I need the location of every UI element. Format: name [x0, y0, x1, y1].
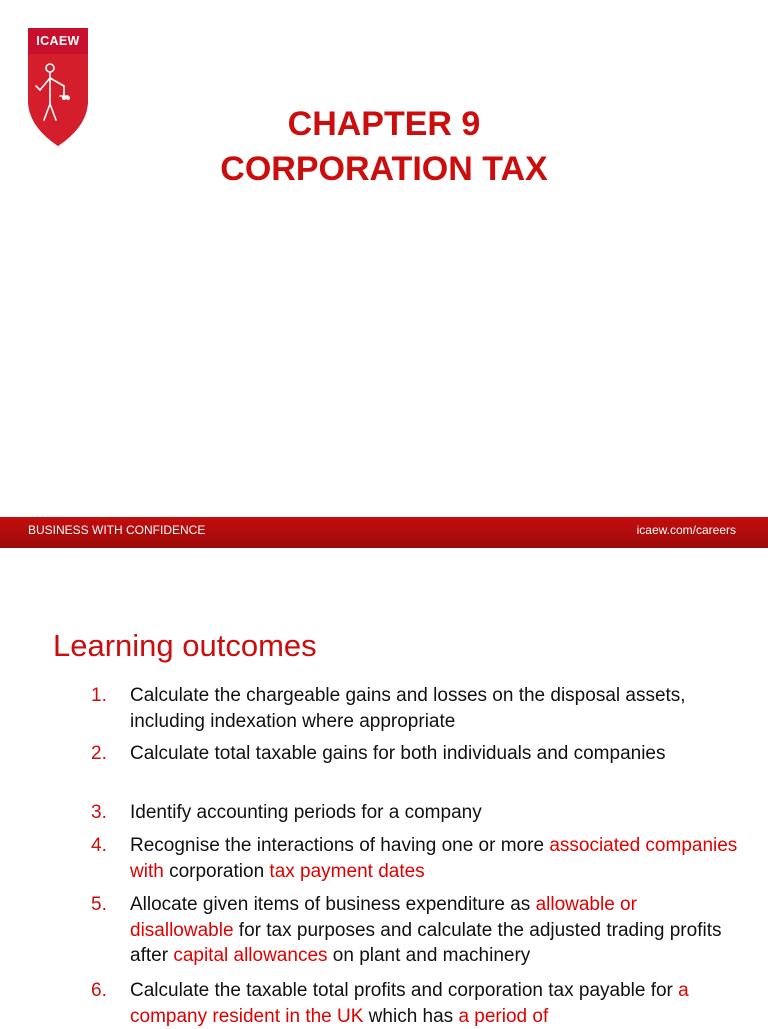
outcome-text-segment: Calculate the taxable total profits and corporation tax payable for [130, 980, 679, 1001]
outcome-highlight: capital allowances [173, 945, 328, 966]
outcome-text [130, 741, 740, 767]
outcome-text-segment: on plant and machinery [327, 945, 531, 966]
outcome-text-segment: Recognise the interactions of having one or more [130, 835, 550, 856]
outcome-number: 6. [91, 980, 107, 1001]
chapter-subtitle: CORPORATION TAX [220, 150, 548, 188]
outcome-number: 3. [91, 802, 107, 823]
outcome-number: 2. [91, 743, 107, 764]
chapter-title: CHAPTER 9 [287, 105, 481, 143]
logo-text: ICAEW [36, 34, 80, 48]
outcome-highlight: associated companies with [130, 835, 738, 882]
outcome-text-segment: corporation [163, 860, 270, 882]
footer-tagline: BUSINESS WITH CONFIDENCE [28, 523, 206, 537]
outcome-highlight: a company resident in the UK [130, 980, 689, 1027]
outcome-number: 1. [91, 685, 107, 706]
footer-bar [0, 517, 768, 548]
outcome-highlight: a period of [458, 1005, 549, 1027]
outcome-number: 4. [91, 835, 107, 856]
outcome-highlight: tax payment dates [269, 860, 425, 882]
learning-outcomes-heading: Learning outcomes [53, 628, 317, 663]
outcome-text [130, 978, 740, 1029]
footer-url: icaew.com/careers [636, 523, 736, 537]
outcome-text [130, 683, 740, 734]
outcome-text-segment: Calculate the chargeable gains and losses on the disposal assets, including indexation where appropriate [130, 685, 686, 732]
outcome-highlight: allowable or disallowable [130, 894, 637, 941]
outcome-text-segment: Calculate total taxable gains for both individuals and companies [130, 743, 666, 764]
outcome-number: 5. [91, 894, 107, 915]
outcome-text [130, 833, 740, 884]
outcome-text [130, 892, 740, 969]
outcome-text-segment: Identify accounting periods for a company [130, 802, 482, 823]
outcome-text-segment: for tax purposes and calculate the adjusted trading profits after [130, 919, 722, 966]
learning-outcomes-slide [0, 548, 768, 1027]
outcome-text-segment: which has [363, 1005, 459, 1027]
outcome-text [130, 800, 740, 826]
outcome-text-segment: Allocate given items of business expenditure as [130, 894, 536, 915]
